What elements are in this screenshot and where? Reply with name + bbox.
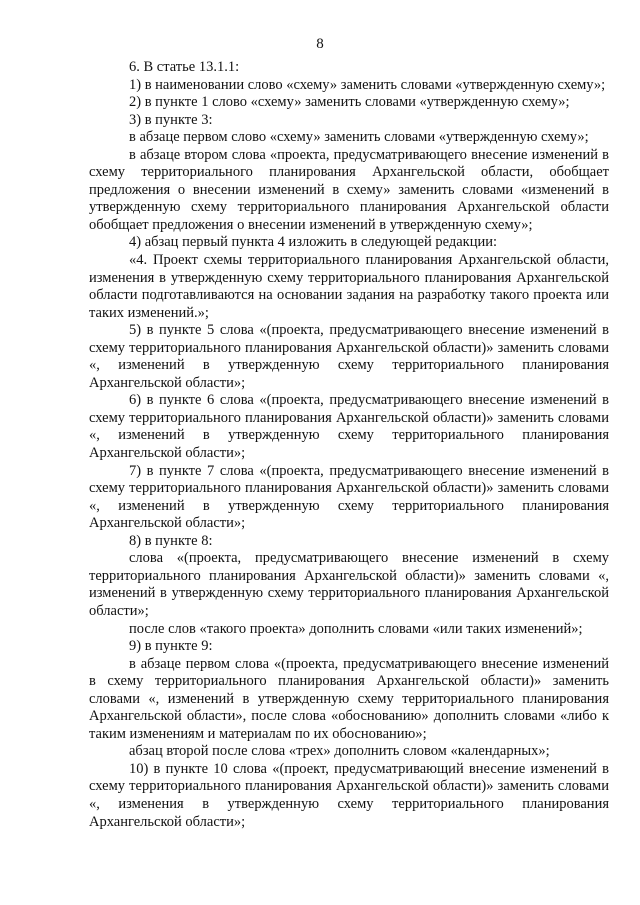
- paragraph-item-2: 2) в пункте 1 слово «схему» заменить словами «утвержденную схему»;: [129, 94, 570, 111]
- paragraph-item-9-first-clause: в абзаце первом слова «(проекта, предусматривающего внесение изменений в схему территориального планирования Архангельской области)» заменить словами «, изменений в утвержденную схему территориального планирования Архангельской области», после слова «обоснованию» дополнить словами «либо к таким изменениям и материалам по их обоснованию»;: [89, 655, 609, 742]
- paragraph-item-1: 1) в наименовании слово «схему» заменить словами «утвержденную схему»;: [129, 76, 606, 93]
- document-body: [89, 59, 609, 831]
- paragraph-item-3-first-clause: в абзаце первом слово «схему» заменить словами «утвержденную схему»;: [129, 129, 589, 146]
- paragraph-item-3: 3) в пункте 3:: [129, 111, 213, 128]
- paragraph-item-9-second-clause: абзац второй после слова «трех» дополнить словом «календарных»;: [129, 743, 550, 760]
- page-number: 8: [316, 36, 324, 52]
- paragraph-item-8-addition: после слов «такого проекта» дополнить словами «или таких изменений»;: [129, 620, 583, 637]
- paragraph-item-4: 4) абзац первый пункта 4 изложить в следующей редакции:: [129, 234, 498, 251]
- paragraph-article-heading: 6. В статье 13.1.1:: [129, 59, 240, 75]
- paragraph-item-3-second-clause: в абзаце втором слова «проекта, предусматривающего внесение изменений в схему территориального планирования Архангельской области, обобщает предложения о внесении изменений в схему» заменить словами «изменений в утвержденную схему территориального планирования Архангельской области обобщает предложения о внесении изменений в утвержденную схему»;: [89, 146, 609, 233]
- paragraph-item-7: 7) в пункте 7 слова «(проекта, предусматривающего внесение изменений в схему территориального планирования Архангельской области)» заменить словами «, изменений в утвержденную схему территориального планирования Архангельской области»;: [89, 462, 609, 532]
- paragraph-item-8-words: слова «(проекта, предусматривающего внесение изменений в схему территориального планирования Архангельской области)» заменить словами «, изменений в утвержденную схему территориального планирования Архангельской области»;: [89, 550, 609, 619]
- paragraph-item-10: 10) в пункте 10 слова «(проект, предусматривающий внесение изменений в схему территориального планирования Архангельской области)» заменить словами «, изменения в утвержденную схему территориального планирования Архангельской области»;: [89, 760, 609, 830]
- paragraph-item-6: 6) в пункте 6 слова «(проекта, предусматривающего внесение изменений в схему территориального планирования Архангельской области)» заменить словами «, изменений в утвержденную схему территориального планирования Архангельской области»;: [89, 392, 609, 462]
- paragraph-item-8: 8) в пункте 8:: [129, 532, 213, 549]
- paragraph-item-5: 5) в пункте 5 слова «(проекта, предусматривающего внесение изменений в схему территориального планирования Архангельской области)» заменить словами «, изменений в утвержденную схему территориального планирования Архангельской области»;: [89, 322, 609, 391]
- paragraph-item-9: 9) в пункте 9:: [129, 638, 213, 655]
- paragraph-item-4-new-text: «4. Проект схемы территориального планирования Архангельской области, изменения в утвержденную схему территориального планирования Архангельской области подготавливаются на основании задания на разработку такого проекта или таких изменений.»;: [89, 252, 609, 321]
